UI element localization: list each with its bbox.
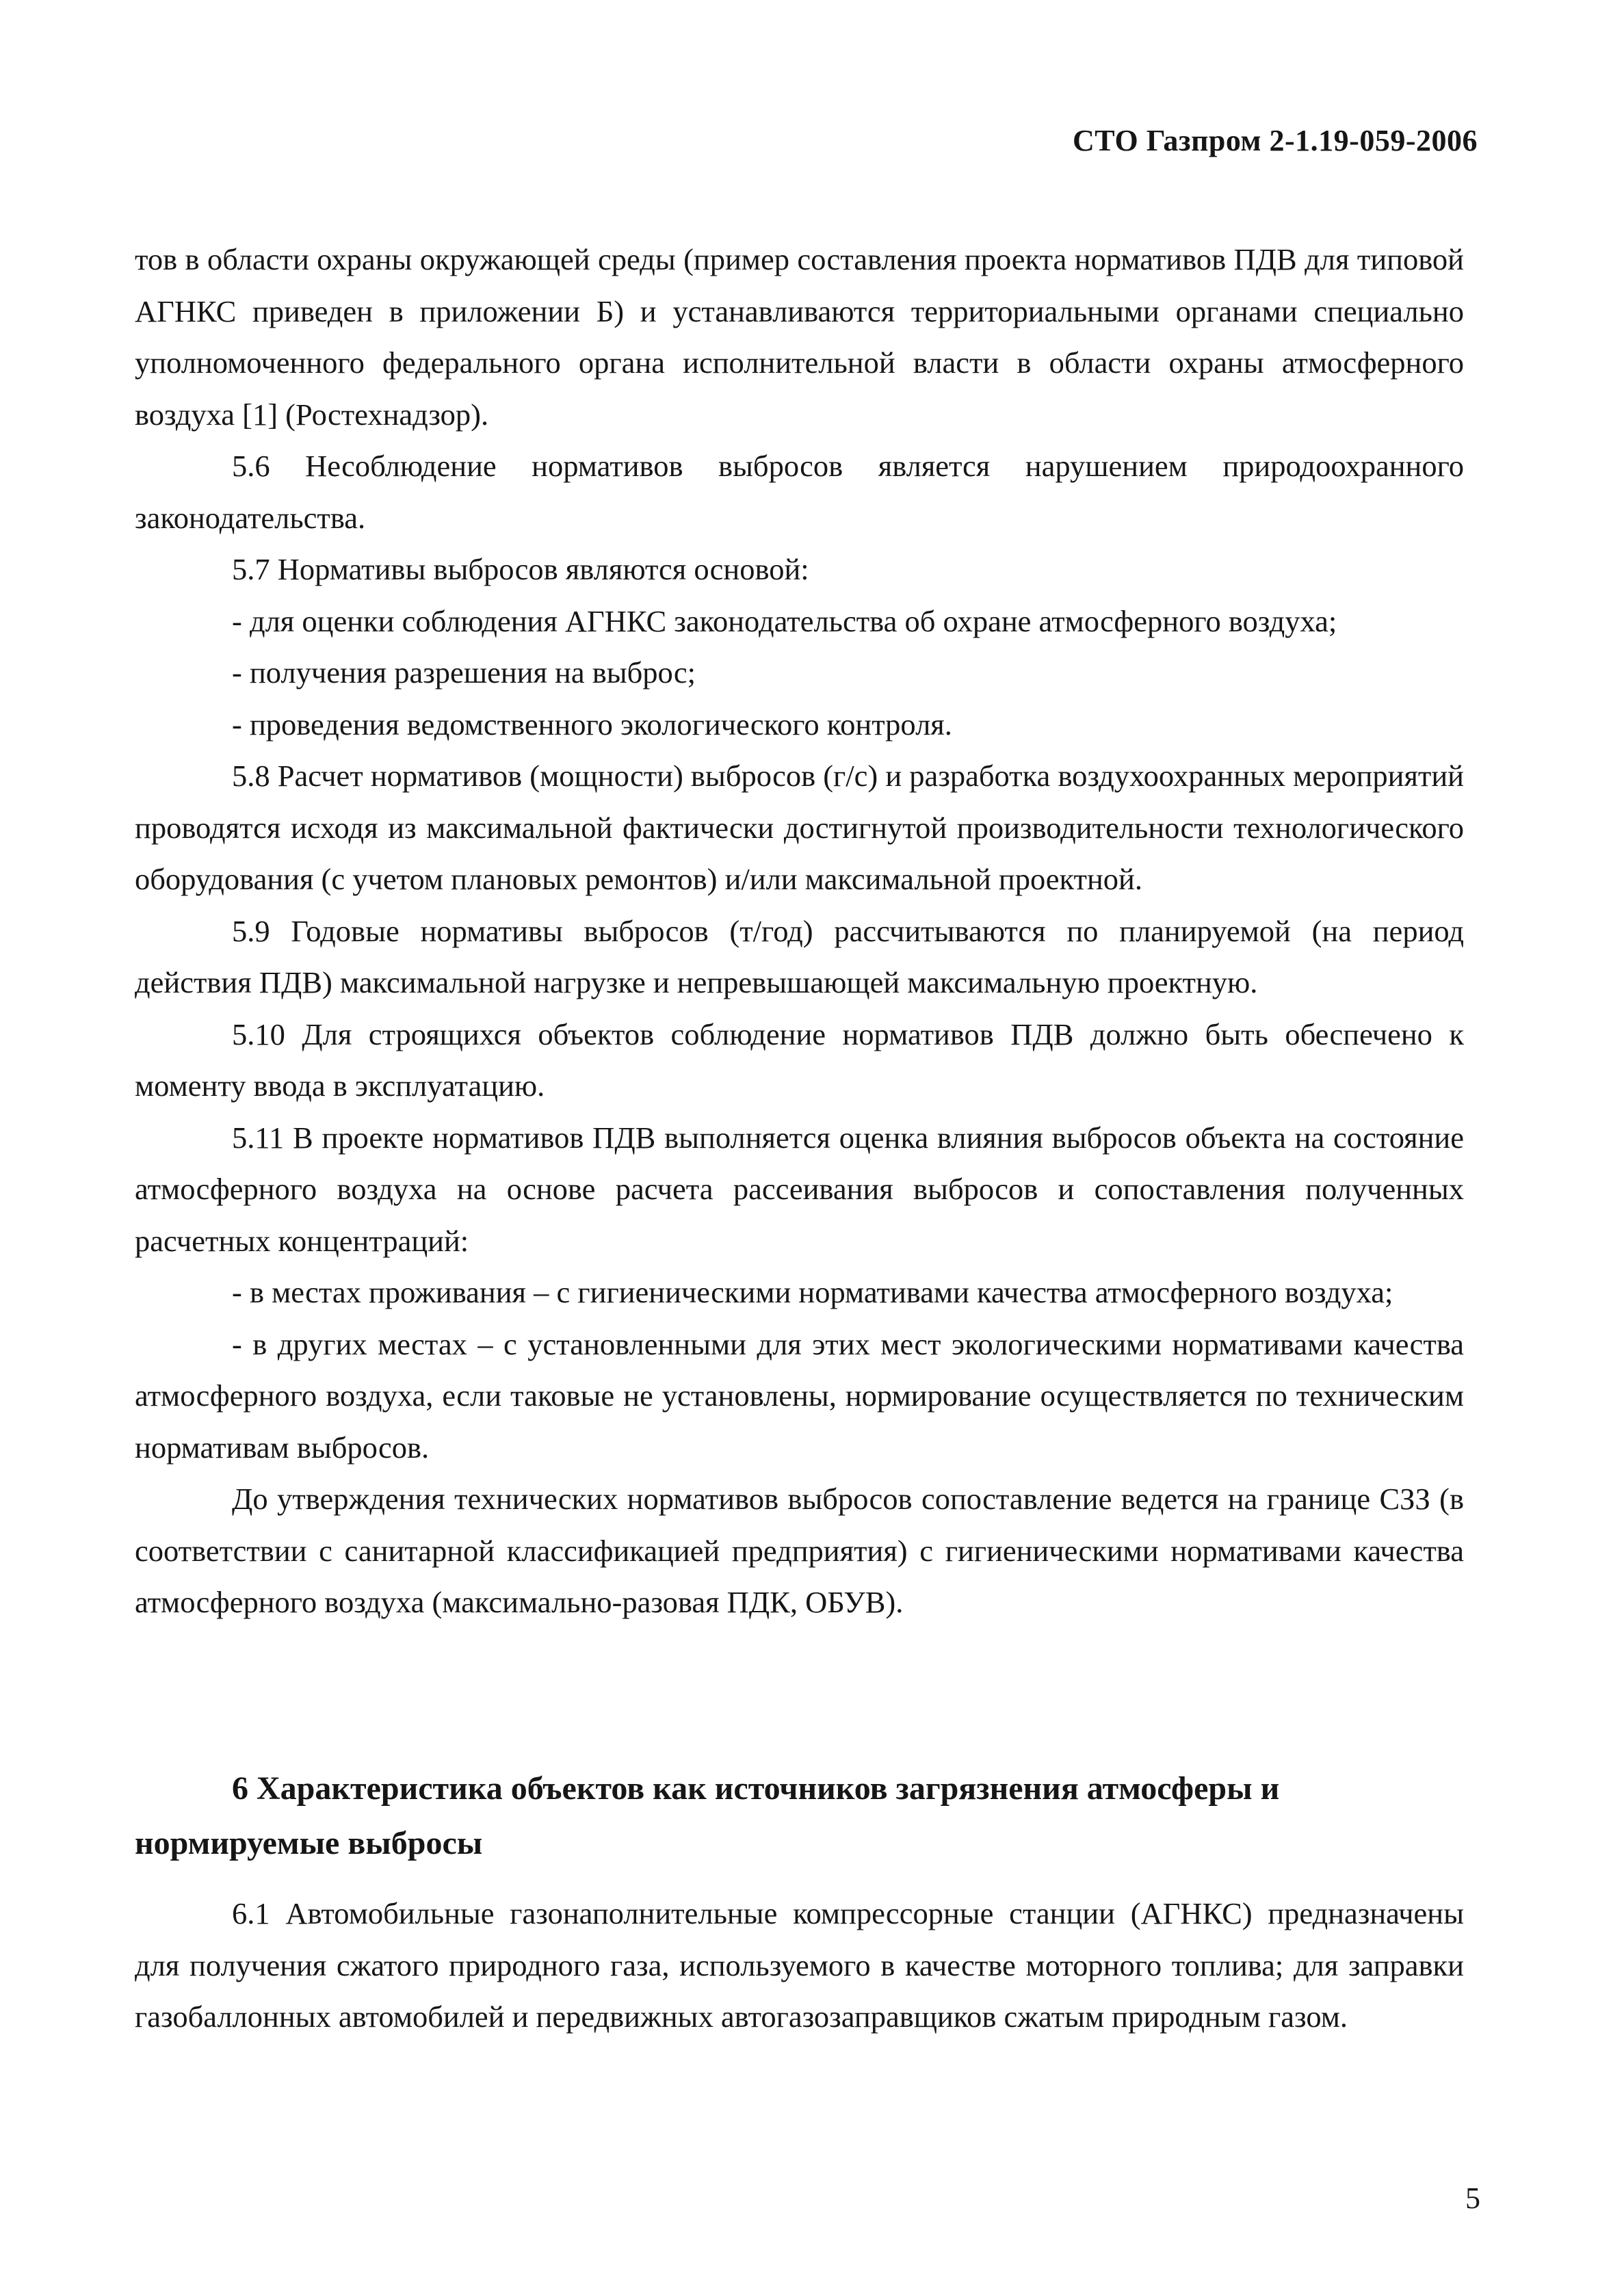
list-item: - проведения ведомственного экологического контроля. [232, 707, 952, 742]
paragraph-5-7: 5.7 Нормативы выбросов являются основой: [232, 552, 809, 586]
paragraph-5-8: 5.8 Расчет нормативов (мощности) выбросов (г/с) и разработка воздухоохранных мероприятий проводятся исходя из максимальной фактически достигнутой производительности технологического оборудования (с учетом плановых ремонтов) и/или максимальной проектной. [135, 759, 1464, 896]
page-number: 5 [1465, 2181, 1480, 2215]
list-item: - для оценки соблюдения АГНКС законодательства об охране атмосферного воздуха; [232, 603, 1337, 638]
paragraph-5-11: 5.11 В проекте нормативов ПДВ выполняется оценка влияния выбросов объекта на состояние атмосферного воздуха на основе расчета рассеивания выбросов и сопоставления полученных расчетных концентраций: [135, 1120, 1464, 1258]
paragraph-5-9: 5.9 Годовые нормативы выбросов (т/год) рассчитываются по планируемой (на период действия ПДВ) максимальной нагрузке и непревышающей максимальную проектную. [135, 913, 1464, 999]
document-code: СТО Газпром 2-1.19-059-2006 [1073, 124, 1478, 157]
paragraph-5-6: 5.6 Несоблюдение нормативов выбросов является нарушением природоохранного законодательства. [135, 449, 1464, 535]
list-item: - в других местах – с установленными для этих мест экологическими нормативами качества атмосферного воздуха, если таковые не установлены, нормирование осуществляется по техническим нормативам выбросов. [135, 1326, 1464, 1465]
section-6-heading: 6 Характеристика объектов как источников загрязнения атмосферы и нормируемые выбросы [135, 1770, 1280, 1861]
paragraph-szz: До утверждения технических нормативов выбросов сопоставление ведется на границе СЗЗ (в соответствии с санитарной классификацией предприятия) с гигиеническими нормативами качества атмосферного воздуха (максимально-разовая ПДК, ОБУВ). [135, 1482, 1464, 1619]
paragraph-6-1: 6.1 Автомобильные газонаполнительные компрессорные станции (АГНКС) предназначены для получения сжатого природного газа, используемого в качестве моторного топлива; для заправки газобаллонных автомобилей и передвижных автогазозаправщиков сжатым природным газом. [135, 1896, 1464, 2034]
list-item: - получения разрешения на выброс; [232, 655, 696, 690]
main-text [135, 234, 1464, 1629]
paragraph-5-10: 5.10 Для строящихся объектов соблюдение нормативов ПДВ должно быть обеспечено к моменту ввода в эксплуатацию. [135, 1017, 1464, 1103]
section-6-text [135, 1888, 1464, 2043]
list-item: - в местах проживания – с гигиеническими нормативами качества атмосферного воздуха; [232, 1275, 1393, 1309]
paragraph-continuation: тов в области охраны окружающей среды (пример составления проекта нормативов ПДВ для типовой АГНКС приведен в приложении Б) и устанавливаются территориальными органами специально уполномоченного федерального органа исполнительной власти в области охраны атмосферного воздуха [1] (Ростехнадзор). [135, 242, 1464, 432]
